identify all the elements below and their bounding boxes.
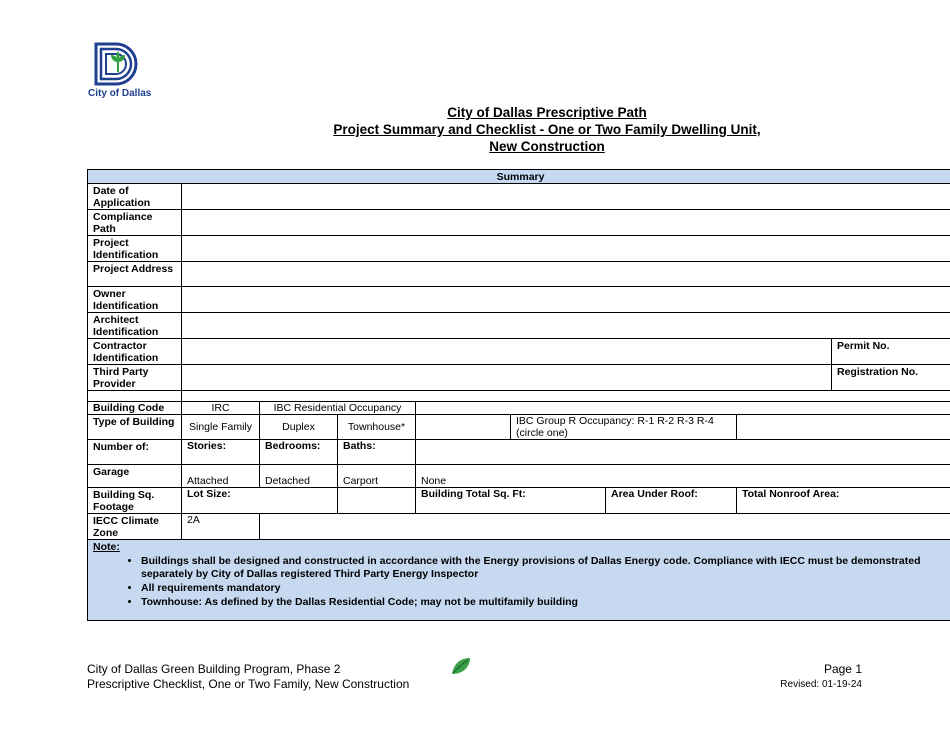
- note-item: • All requirements mandatory: [141, 582, 948, 595]
- option-irc[interactable]: IRC: [182, 402, 260, 415]
- option-ibc-group-r[interactable]: IBC Group R Occupancy: R-1 R-2 R-3 R-4 (circle one): [511, 415, 737, 440]
- label-total-nonroof-area: Total Nonroof Area:: [737, 488, 950, 514]
- empty-cell: [260, 514, 950, 540]
- empty-cell: [416, 440, 950, 465]
- logo-text: City of Dallas: [88, 88, 152, 99]
- option-single-family[interactable]: Single Family: [182, 415, 260, 440]
- title-line-2: Project Summary and Checklist - One or Two Family Dwelling Unit,: [333, 122, 761, 137]
- option-ibc-residential[interactable]: IBC Residential Occupancy: [260, 402, 416, 415]
- note-list: [93, 555, 948, 609]
- label-third-party-provider: Third Party Provider: [88, 365, 182, 391]
- document-title: [0, 104, 950, 155]
- label-project-address: Project Address: [88, 262, 182, 287]
- field-lot-size[interactable]: [338, 488, 416, 514]
- note-section: [88, 540, 950, 621]
- label-compliance-path: Compliance Path: [88, 210, 182, 236]
- field-contractor-identification[interactable]: [182, 339, 832, 365]
- value-climate-zone: 2A: [182, 514, 260, 540]
- revised-date: Revised: 01-19-24: [780, 679, 862, 690]
- summary-heading: Summary: [88, 170, 950, 184]
- option-none[interactable]: None: [416, 465, 950, 488]
- label-contractor-identification: Contractor Identification: [88, 339, 182, 365]
- footer-right: [780, 662, 862, 692]
- spacer-cell: [88, 391, 182, 402]
- empty-cell: [416, 415, 511, 440]
- label-registration-no: Registration No.: [832, 365, 950, 391]
- title-line-3: New Construction: [489, 139, 605, 154]
- field-third-party-provider[interactable]: [182, 365, 832, 391]
- label-building-code: Building Code: [88, 402, 182, 415]
- note-item: • Buildings shall be designed and constructed in accordance with the Energy provisions of Dallas Energy code. Compliance with IECC must be demonstrated separately by City of Dallas registered Third Party Energy Inspector: [141, 555, 948, 581]
- label-baths: Baths:: [338, 440, 416, 465]
- option-attached[interactable]: Attached: [182, 465, 260, 488]
- label-date-of-application: Date of Application: [88, 184, 182, 210]
- note-item: • Townhouse: As defined by the Dallas Residential Code; may not be multifamily building: [141, 596, 948, 609]
- label-stories: Stories:: [182, 440, 260, 465]
- label-building-total-sq-ft: Building Total Sq. Ft:: [416, 488, 606, 514]
- label-owner-identification: Owner Identification: [88, 287, 182, 313]
- label-number-of: Number of:: [88, 440, 182, 465]
- field-ibc-group[interactable]: [737, 415, 950, 440]
- field-project-identification[interactable]: [182, 236, 950, 262]
- label-building-sq-footage: Building Sq. Footage: [88, 488, 182, 514]
- title-line-1: City of Dallas Prescriptive Path: [447, 105, 647, 120]
- label-garage: Garage: [88, 465, 182, 488]
- label-type-of-building: Type of Building: [88, 415, 182, 440]
- label-area-under-roof: Area Under Roof:: [606, 488, 737, 514]
- label-bedrooms: Bedrooms:: [260, 440, 338, 465]
- footer-checklist: Prescriptive Checklist, One or Two Family, New Construction: [87, 677, 410, 691]
- field-owner-identification[interactable]: [182, 287, 950, 313]
- summary-table: [87, 169, 950, 621]
- empty-cell: [416, 402, 950, 415]
- city-logo: [88, 42, 154, 99]
- option-duplex[interactable]: Duplex: [260, 415, 338, 440]
- label-project-identification: Project Identification: [88, 236, 182, 262]
- spacer-cell: [182, 391, 950, 402]
- label-lot-size: Lot Size:: [182, 488, 338, 514]
- option-carport[interactable]: Carport: [338, 465, 416, 488]
- label-iecc-climate-zone: IECC Climate Zone: [88, 514, 182, 540]
- leaf-icon: [450, 656, 472, 681]
- option-townhouse[interactable]: Townhouse*: [338, 415, 416, 440]
- field-architect-identification[interactable]: [182, 313, 950, 339]
- field-date-of-application[interactable]: [182, 184, 950, 210]
- label-architect-identification: Architect Identification: [88, 313, 182, 339]
- field-compliance-path[interactable]: [182, 210, 950, 236]
- label-permit-no: Permit No.: [832, 339, 950, 365]
- footer-program: City of Dallas Green Building Program, Phase 2: [87, 662, 341, 676]
- dallas-d-logo-icon: [94, 42, 144, 86]
- page-number: Page 1: [823, 662, 862, 676]
- field-project-address[interactable]: [182, 262, 950, 287]
- option-detached[interactable]: Detached: [260, 465, 338, 488]
- footer-left: [87, 662, 409, 692]
- note-title: Note:: [93, 541, 120, 553]
